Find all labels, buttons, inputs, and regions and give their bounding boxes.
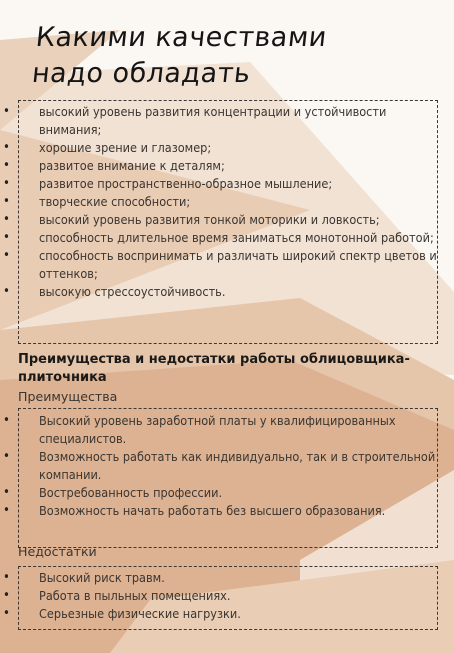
list-item: • хорошие зрение и глазомер; bbox=[19, 139, 437, 157]
page-title bbox=[30, 20, 329, 92]
list-item: • Востребованность профессии. bbox=[19, 484, 437, 502]
list-item: • Возможность начать работать без высшего образования. bbox=[19, 502, 437, 520]
list-item: • Высокий уровень заработной платы у квалифицированных специалистов. bbox=[19, 412, 437, 448]
disadvantages-list bbox=[19, 569, 437, 623]
disadvantages-box bbox=[18, 566, 438, 630]
title-line-1: Какими качествами bbox=[34, 22, 329, 53]
list-item: • Серьезные физические нагрузки. bbox=[19, 605, 437, 623]
advantages-list bbox=[19, 412, 437, 520]
title-line-2: надо обладать bbox=[30, 58, 253, 89]
list-item: • Работа в пыльных помещениях. bbox=[19, 587, 437, 605]
disadvantages-label: Недостатки bbox=[18, 544, 97, 559]
list-item: • высокую стрессоустойчивость. bbox=[19, 283, 437, 301]
qualities-box bbox=[18, 100, 438, 344]
list-item: • развитое внимание к деталям; bbox=[19, 157, 437, 175]
qualities-list bbox=[19, 103, 437, 301]
list-item: • Высокий риск травм. bbox=[19, 569, 437, 587]
list-item: • творческие способности; bbox=[19, 193, 437, 211]
list-item: • высокий уровень развития тонкой моторики и ловкость; bbox=[19, 211, 437, 229]
section-heading: Преимущества и недостатки работы облицовщика-плиточника bbox=[18, 352, 410, 385]
advantages-label: Преимущества bbox=[18, 389, 118, 404]
list-item: • высокий уровень развития концентрации и устойчивости внимания; bbox=[19, 103, 437, 139]
list-item: • способность воспринимать и различать широкий спектр цветов и оттенков; bbox=[19, 247, 437, 283]
list-item: • Возможность работать как индивидуально, так и в строительной компании. bbox=[19, 448, 437, 484]
list-item: • развитое пространственно-образное мышление; bbox=[19, 175, 437, 193]
advantages-box bbox=[18, 408, 438, 548]
list-item: • способность длительное время заниматься монотонной работой; bbox=[19, 229, 437, 247]
